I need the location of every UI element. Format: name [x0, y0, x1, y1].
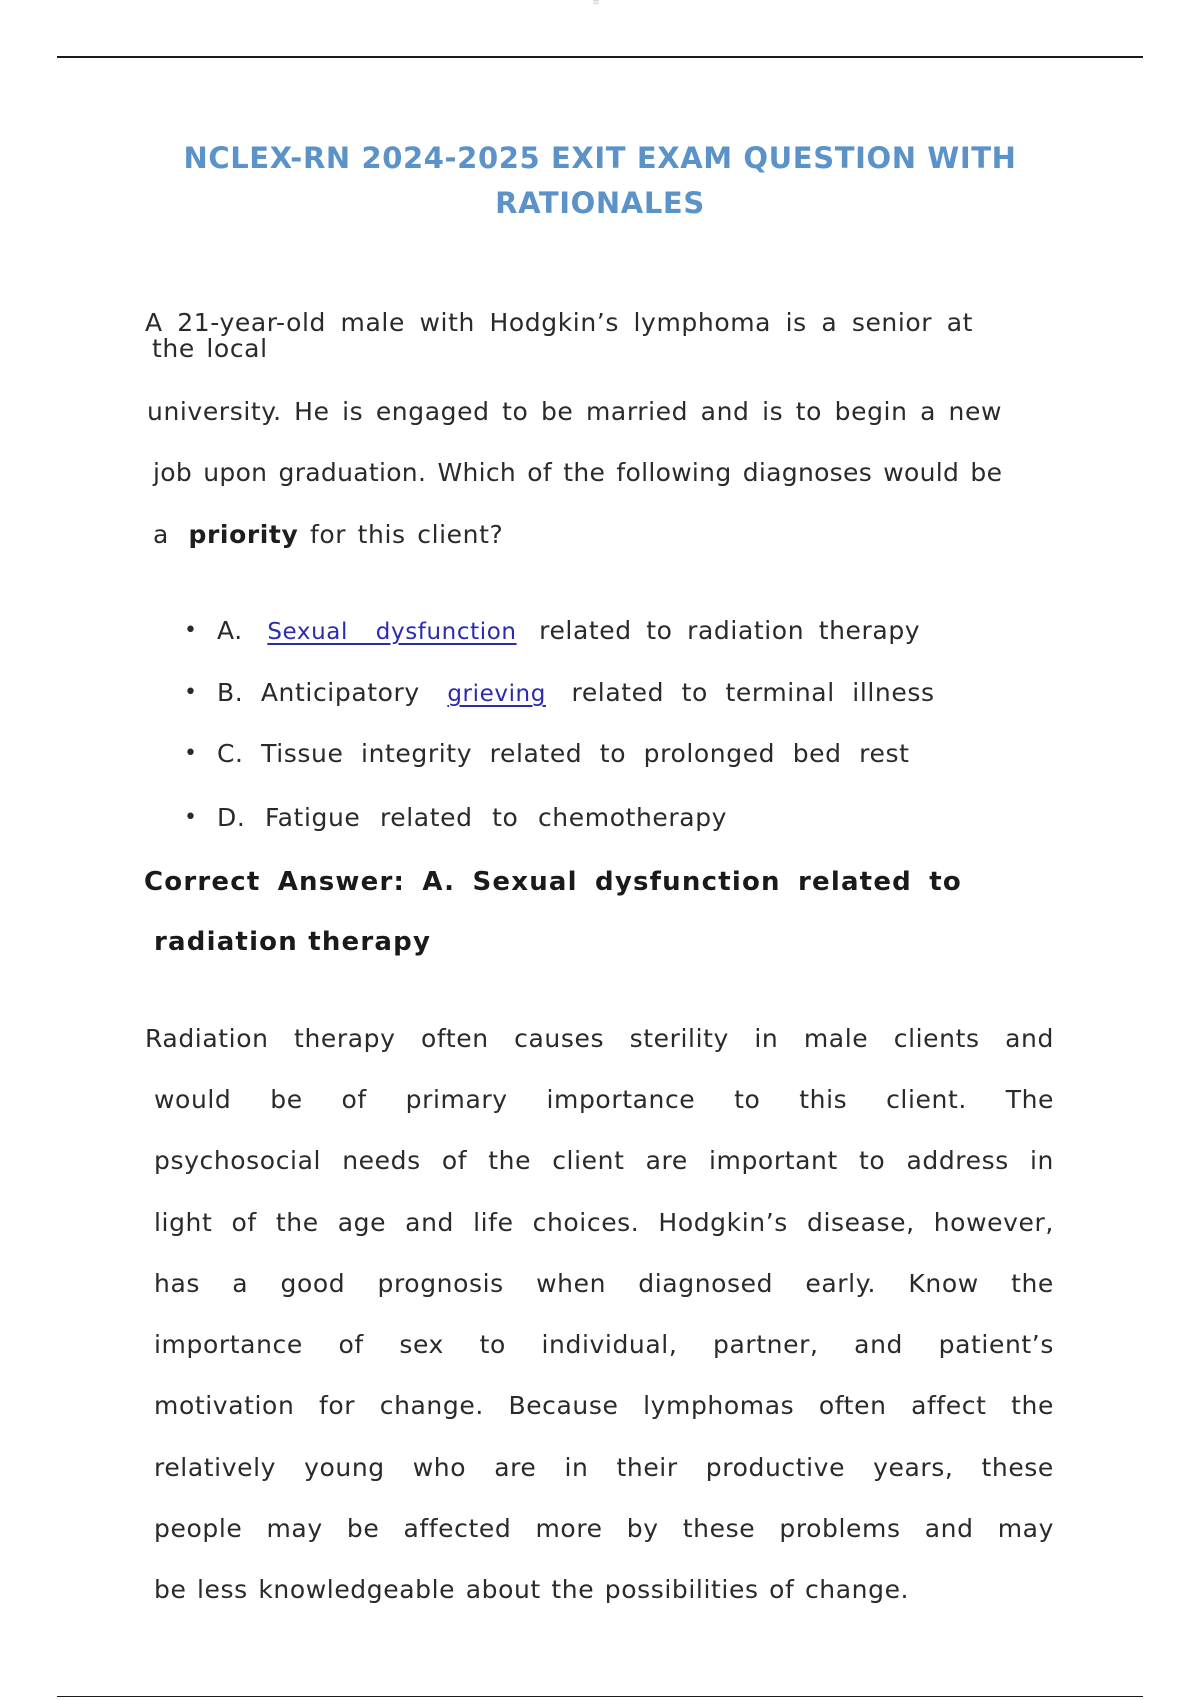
rationale-word: this	[799, 1085, 848, 1114]
rationale-word: for	[318, 1391, 356, 1420]
rationale-word: who	[412, 1453, 467, 1482]
rationale-word: in	[754, 1024, 779, 1053]
rationale-word: address	[906, 1146, 1009, 1175]
rationale-word: often	[421, 1024, 489, 1053]
rationale-word: by	[626, 1514, 659, 1543]
rationale-word: and	[405, 1208, 455, 1237]
rationale-word: are	[494, 1453, 537, 1482]
rationale-line	[154, 1208, 1054, 1238]
rationale-word: often	[818, 1391, 887, 1420]
rationale-word: affected	[403, 1514, 512, 1543]
rationale-word: of	[441, 1146, 468, 1175]
rationale-word: client.	[886, 1085, 967, 1114]
rationale-word: disease,	[806, 1208, 915, 1237]
rationale-word: in	[1029, 1146, 1054, 1175]
correct-answer-line-1: Correct Answer: A. Sexual dysfunction related to	[144, 867, 962, 897]
rationale-word: sex	[399, 1330, 444, 1359]
rationale-word: would	[154, 1085, 232, 1114]
bullet-icon: •	[184, 741, 197, 766]
rationale-word: sterility	[629, 1024, 729, 1053]
rationale-line	[154, 1330, 1054, 1360]
rationale-word: when	[536, 1269, 607, 1298]
page-title-line-1: NCLEX-RN 2024-2025 EXIT EXAM QUESTION WITH	[183, 141, 1017, 175]
rationale-word: young	[304, 1453, 385, 1482]
rationale-word: and	[924, 1514, 974, 1543]
rationale-line	[154, 1269, 1054, 1299]
rationale-word: age	[337, 1208, 387, 1237]
priority-emphasis: priority	[188, 520, 299, 549]
rationale-word: the	[1011, 1269, 1054, 1298]
option-c-letter: C.	[217, 739, 244, 768]
rationale-word: choices.	[532, 1208, 640, 1237]
rationale-word: life	[473, 1208, 514, 1237]
rationale-word: of	[231, 1208, 257, 1237]
rationale-word: Hodgkin’s	[658, 1208, 788, 1237]
rationale-word: in	[564, 1453, 589, 1482]
bullet-icon: •	[184, 680, 197, 705]
rationale-word: causes	[514, 1024, 605, 1053]
bullet-icon: •	[184, 805, 197, 830]
bullet-icon: •	[184, 618, 197, 643]
rationale-line	[145, 1024, 1054, 1054]
rationale-word: to	[479, 1330, 506, 1359]
question-line-5-suffix: for this client?	[309, 520, 504, 549]
rationale-word: their	[616, 1453, 678, 1482]
question-line-5-prefix: a	[153, 520, 169, 549]
rationale-word: of	[338, 1330, 364, 1359]
rationale-word: the	[1011, 1391, 1054, 1420]
option-b-pre-text: Anticipatory	[260, 678, 420, 707]
rationale-word: these	[981, 1453, 1054, 1482]
rationale-word: client	[552, 1146, 625, 1175]
rationale-last-line: be less knowledgeable about the possibilities of change.	[154, 1575, 910, 1604]
rationale-word: patient’s	[938, 1330, 1054, 1359]
rationale-word: years,	[873, 1453, 954, 1482]
rationale-word: to	[859, 1146, 886, 1175]
option-b-text: related to terminal illness	[571, 678, 935, 707]
option-d	[217, 803, 727, 833]
rationale-word: light	[154, 1208, 213, 1237]
rationale-word: a	[232, 1269, 249, 1298]
rationale-word: lymphomas	[643, 1391, 795, 1420]
rationale-word: motivation	[154, 1391, 295, 1420]
question-line-3: university. He is engaged to be married and is to begin a new	[147, 397, 1003, 426]
rationale-word: The	[1005, 1085, 1054, 1114]
rationale-word: clients	[893, 1024, 980, 1053]
rationale-word: the	[488, 1146, 532, 1175]
question-line-1: A 21-year-old male with Hodgkin’s lymphoma is a senior at	[145, 308, 974, 337]
rationale-word: Because	[508, 1391, 619, 1420]
rationale-word: Radiation	[145, 1024, 269, 1053]
rationale-word: important	[708, 1146, 838, 1175]
option-a-letter: A.	[217, 616, 243, 645]
rationale-word: be	[270, 1085, 303, 1114]
question-line-5	[153, 520, 503, 550]
rationale-word: partner,	[713, 1330, 819, 1359]
correct-answer-line-2: radiation therapy	[154, 927, 432, 957]
rationale-word: may	[997, 1514, 1054, 1543]
page-title	[100, 136, 1100, 226]
rationale-word: Know	[908, 1269, 979, 1298]
header-mark-icon: ≡	[592, 0, 600, 6]
rationale-word: relatively	[154, 1453, 277, 1482]
rationale-word: to	[734, 1085, 761, 1114]
option-b-letter: B.	[217, 678, 244, 707]
rationale-word: individual,	[541, 1330, 678, 1359]
rationale-word: these	[682, 1514, 756, 1543]
rationale-word: therapy	[294, 1024, 396, 1053]
grieving-link[interactable]: grieving	[447, 681, 546, 707]
rationale-word: problems	[779, 1514, 901, 1543]
option-d-text: Fatigue related to chemotherapy	[264, 803, 728, 832]
question-line-4: job upon graduation. Which of the following diagnoses would be	[153, 458, 1003, 487]
rationale-line	[154, 1146, 1054, 1176]
question-line-2: the local	[152, 334, 268, 363]
option-d-letter: D.	[217, 803, 246, 832]
rationale-word: people	[154, 1514, 243, 1543]
rationale-word: change.	[379, 1391, 484, 1420]
rationale-word: and	[854, 1330, 904, 1359]
rationale-word: early.	[805, 1269, 877, 1298]
rationale-word: the	[275, 1208, 319, 1237]
rationale-word: of	[341, 1085, 367, 1114]
bottom-divider	[57, 1696, 1143, 1697]
sexual-dysfunction-link[interactable]: Sexual dysfunction	[267, 619, 517, 645]
rationale-word: good	[280, 1269, 346, 1298]
rationale-word: affect	[911, 1391, 987, 1420]
rationale-word: needs	[342, 1146, 421, 1175]
rationale-word: diagnosed	[638, 1269, 774, 1298]
option-b	[217, 678, 935, 709]
rationale-line	[154, 1085, 1054, 1115]
rationale-word: male	[803, 1024, 869, 1053]
rationale-word: prognosis	[377, 1269, 504, 1298]
option-c-text: Tissue integrity related to prolonged bed rest	[261, 739, 910, 768]
rationale-word: be	[346, 1514, 380, 1543]
rationale-word: importance	[154, 1330, 303, 1359]
rationale-word: importance	[546, 1085, 696, 1114]
rationale-word: and	[1005, 1024, 1054, 1053]
rationale-line	[154, 1391, 1054, 1421]
rationale-line	[154, 1514, 1054, 1544]
rationale-word: more	[535, 1514, 603, 1543]
top-divider	[57, 56, 1143, 58]
option-a-text: related to radiation therapy	[539, 616, 921, 645]
option-a	[217, 616, 920, 647]
page-title-line-2: RATIONALES	[495, 186, 705, 220]
rationale-word: are	[645, 1146, 688, 1175]
rationale-word: however,	[933, 1208, 1054, 1237]
rationale-word: may	[266, 1514, 323, 1543]
rationale-line	[154, 1453, 1054, 1483]
rationale-word: has	[154, 1269, 200, 1298]
rationale-word: primary	[405, 1085, 508, 1114]
rationale-word: productive	[705, 1453, 846, 1482]
option-c	[217, 739, 910, 769]
rationale-word: psychosocial	[154, 1146, 322, 1175]
